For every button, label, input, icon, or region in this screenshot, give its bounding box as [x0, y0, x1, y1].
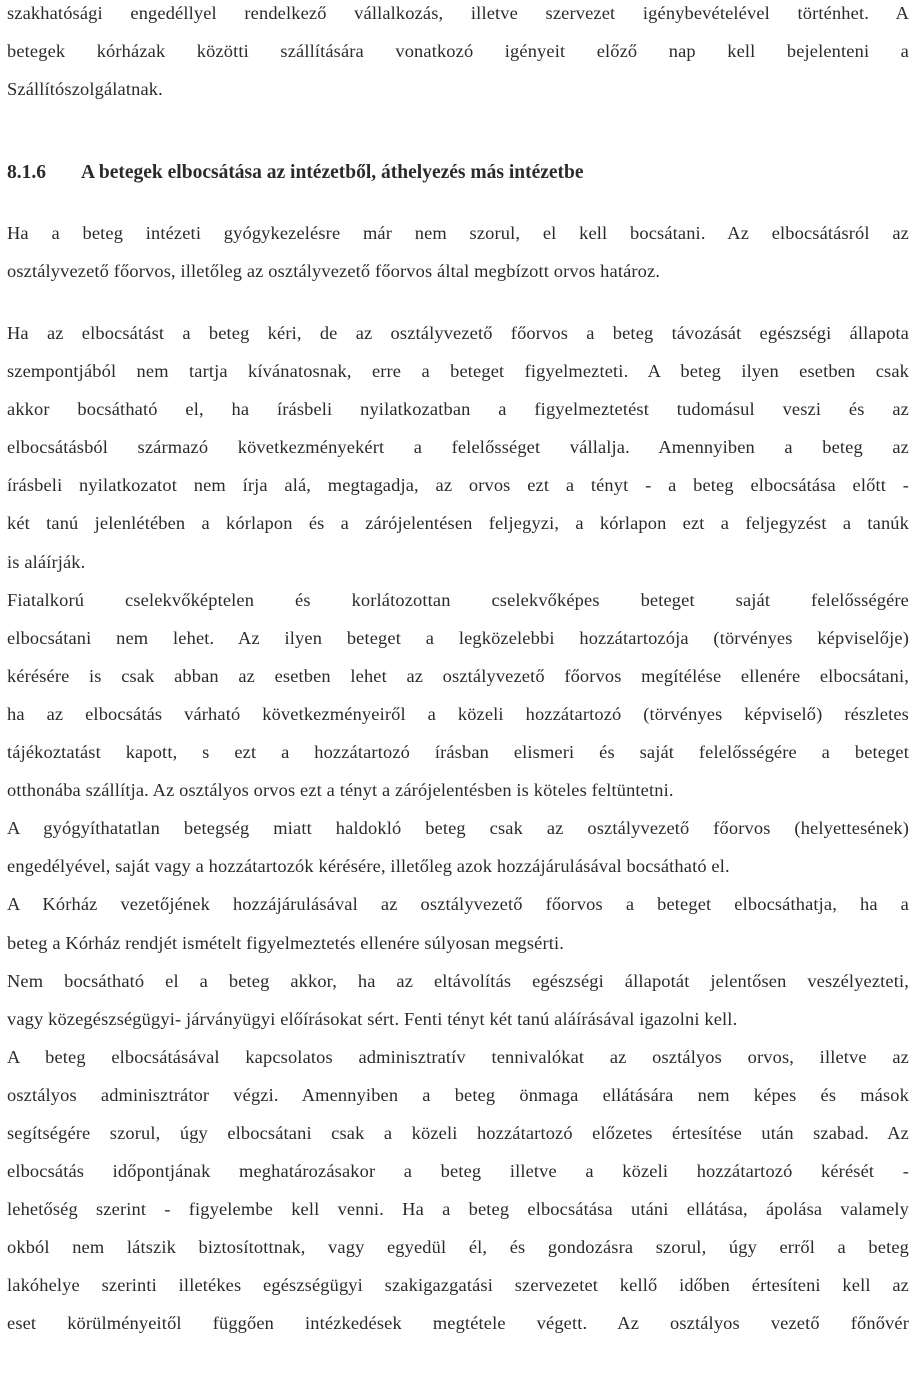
text-line: Nem bocsátható el a beteg akkor, ha az eltávolítás egészségi állapotát jelentősen veszélyezteti,: [7, 970, 909, 991]
text-line: Szállítószolgálatnak.: [7, 79, 163, 100]
discharge-paragraph: [7, 214, 909, 290]
text-line: elbocsátásból származó következményekért a felelősséget vállalja. Amennyiben a beteg az: [7, 437, 909, 458]
text-line: lehetőség szerint - figyelembe kell venni. Ha a beteg elbocsátása utáni ellátása, ápolása valamely: [7, 1199, 909, 1220]
text-line: tájékoztatást kapott, s ezt a hozzátartozó írásban elismeri és saját felelősségére a beteget: [7, 742, 909, 763]
section-number: 8.1.6: [7, 162, 46, 183]
text-line: akkor bocsátható el, ha írásbeli nyilatkozatban a figyelmeztetést tudomásul veszi és az: [7, 399, 909, 420]
text-line: eset körülményeitől függően intézkedések megtétele végett. Az osztályos vezető főnővér: [7, 1313, 909, 1334]
text-line: szempontjából nem tartja kívánatosnak, erre a beteget figyelmezteti. A beteg ilyen esetben csak: [7, 361, 909, 382]
text-line: két tanú jelenlétében a kórlapon és a zárójelentésen feljegyzi, a kórlapon ezt a feljegyzést a tanúk: [7, 513, 909, 534]
text-line: beteg a Kórház rendjét ismételt figyelmeztetés ellenére súlyosan megsérti.: [7, 932, 564, 953]
section-heading: [7, 155, 909, 191]
text-line: A Kórház vezetőjének hozzájárulásával az osztályvezető főorvos a beteget elbocsáthatja, ha a: [7, 894, 909, 915]
text-line: kérésére is csak abban az esetben lehet az osztályvezető főorvos megítélése ellenére elbocsátani,: [7, 665, 909, 686]
text-line: segítségére szorul, úgy elbocsátani csak a közeli hozzátartozó előzetes értesítése után szabad. Az: [7, 1122, 909, 1143]
text-line: vagy közegészségügyi- járványügyi előírásokat sért. Fenti tényt két tanú aláírásával igazolni kell.: [7, 1008, 738, 1029]
text-line: A beteg elbocsátásával kapcsolatos adminisztratív tennivalókat az osztályos orvos, illetve az: [7, 1046, 909, 1067]
text-line: írásbeli nyilatkozatot nem írja alá, megtagadja, az orvos ezt a tényt - a beteg elbocsátása előtt -: [7, 475, 909, 496]
text-line: A gyógyíthatatlan betegség miatt haldokló beteg csak az osztályvezető főorvos (helyettesének): [7, 818, 909, 839]
text-line: otthonába szállítja. Az osztályos orvos ezt a tényt a zárójelentésben is köteles feltüntetni.: [7, 780, 674, 801]
text-line: elbocsátani nem lehet. Az ilyen beteget a legközelebbi hozzátartozója (törvényes képviselője): [7, 627, 909, 648]
body-paragraph: [7, 314, 909, 1343]
text-line: szakhatósági engedéllyel rendelkező vállalkozás, illetve szervezet igénybevételével történhet. A: [7, 3, 909, 23]
text-line: Fiatalkorú cselekvőképtelen és korlátozottan cselekvőképes beteget saját felelősségére: [7, 589, 909, 610]
text-line: osztályos adminisztrátor végzi. Amennyiben a beteg önmaga ellátására nem képes és mások: [7, 1084, 909, 1105]
text-line: elbocsátás időpontjának meghatározásakor a beteg illetve a közeli hozzátartozó kérését -: [7, 1161, 909, 1182]
text-line: engedélyével, saját vagy a hozzátartozók kérésére, illetőleg azok hozzájárulásával bocsátható el.: [7, 856, 730, 877]
text-line: Ha a beteg intézeti gyógykezelésre már nem szorul, el kell bocsátani. Az elbocsátásról az: [7, 223, 909, 243]
text-line: is aláírják.: [7, 551, 86, 572]
text-line: ha az elbocsátás várható következményeiről a közeli hozzátartozó (törvényes képviselő) részletes: [7, 703, 909, 724]
text-line: okból nem látszik biztosítottnak, vagy egyedül él, és gondozásra szorul, úgy erről a beteg: [7, 1237, 909, 1258]
text-line: lakóhelye szerinti illetékes egészségügyi szakigazgatási szervezetet kellő időben értesíteni kell az: [7, 1275, 909, 1296]
intro-paragraph: [7, 0, 909, 108]
text-line: Ha az elbocsátást a beteg kéri, de az osztályvezető főorvos a beteg távozását egészségi állapota: [7, 323, 909, 343]
text-line: betegek kórházak közötti szállítására vonatkozó igényeit előző nap kell bejelenteni a: [7, 41, 909, 62]
text-line: osztályvezető főorvos, illetőleg az osztályvezető főorvos által megbízott orvos határoz.: [7, 261, 661, 282]
section-title: A betegek elbocsátása az intézetből, áthelyezés más intézetbe: [81, 162, 584, 183]
